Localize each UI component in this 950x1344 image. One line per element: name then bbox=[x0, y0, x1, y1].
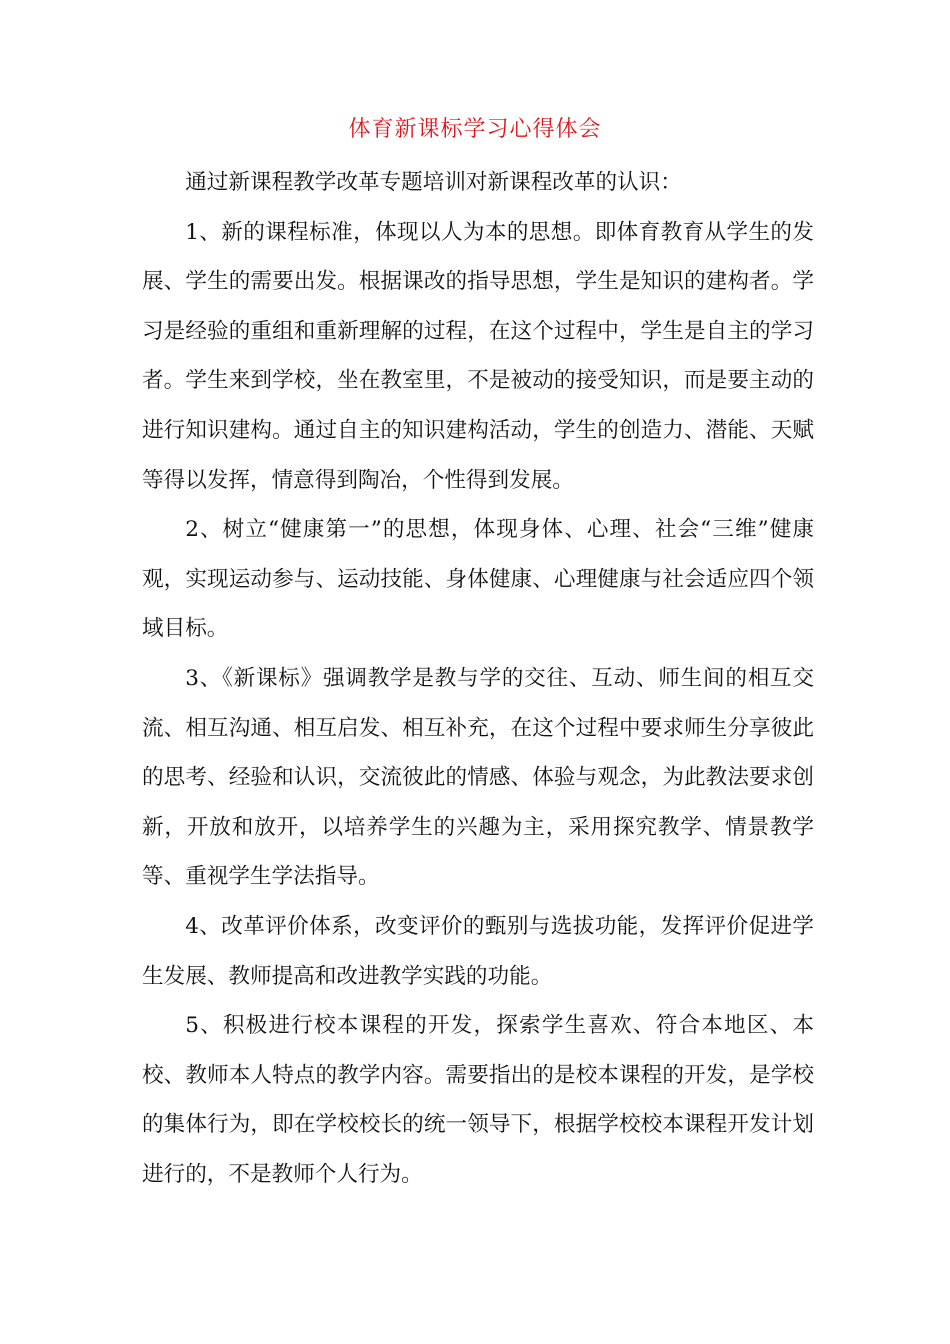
paragraph-intro: 通过新课程教学改革专题培训对新课程改革的认识： bbox=[185, 170, 682, 195]
paragraph-point-5: 5、积极进行校本课程的开发，探索学生喜欢、符合本地区、本校、教师本人特点的教学内容。需要指出的是校本课程的开发，是学校的集体行为，即在学校校长的统一领导下，根据学校校本课程开发计划进行的，不是教师个人行为。 bbox=[142, 1013, 814, 1187]
paragraph-point-3: 3、《新课标》强调教学是教与学的交往、互动、师生间的相互交流、相互沟通、相互启发、相互补充，在这个过程中要求师生分享彼此的思考、经验和认识，交流彼此的情感、体验与观念，为此教法要求创新，开放和放开，以培养学生的兴趣为主，采用探究教学、情景教学等、重视学生学法指导。 bbox=[142, 665, 814, 890]
document-title: 体育新课标学习心得体会 bbox=[348, 117, 602, 142]
document-body bbox=[142, 158, 814, 1199]
paragraph-point-2: 2、树立“健康第一”的思想，体现身体、心理、社会“三维”健康观，实现运动参与、运动技能、身体健康、心理健康与社会适应四个领域目标。 bbox=[142, 517, 814, 642]
paragraph-point-1: 1、新的课程标准，体现以人为本的思想。即体育教育从学生的发展、学生的需要出发。根据课改的指导思想，学生是知识的建构者。学习是经验的重组和重新理解的过程，在这个过程中，学生是自主的学习者。学生来到学校，坐在教室里，不是被动的接受知识，而是要主动的进行知识建构。通过自主的知识建构活动，学生的创造力、潜能、天赋等得以发挥，情意得到陶冶，个性得到发展。 bbox=[142, 219, 814, 493]
paragraph-point-4: 4、改革评价体系，改变评价的甄别与选拔功能，发挥评价促进学生发展、教师提高和改进教学实践的功能。 bbox=[142, 913, 814, 989]
